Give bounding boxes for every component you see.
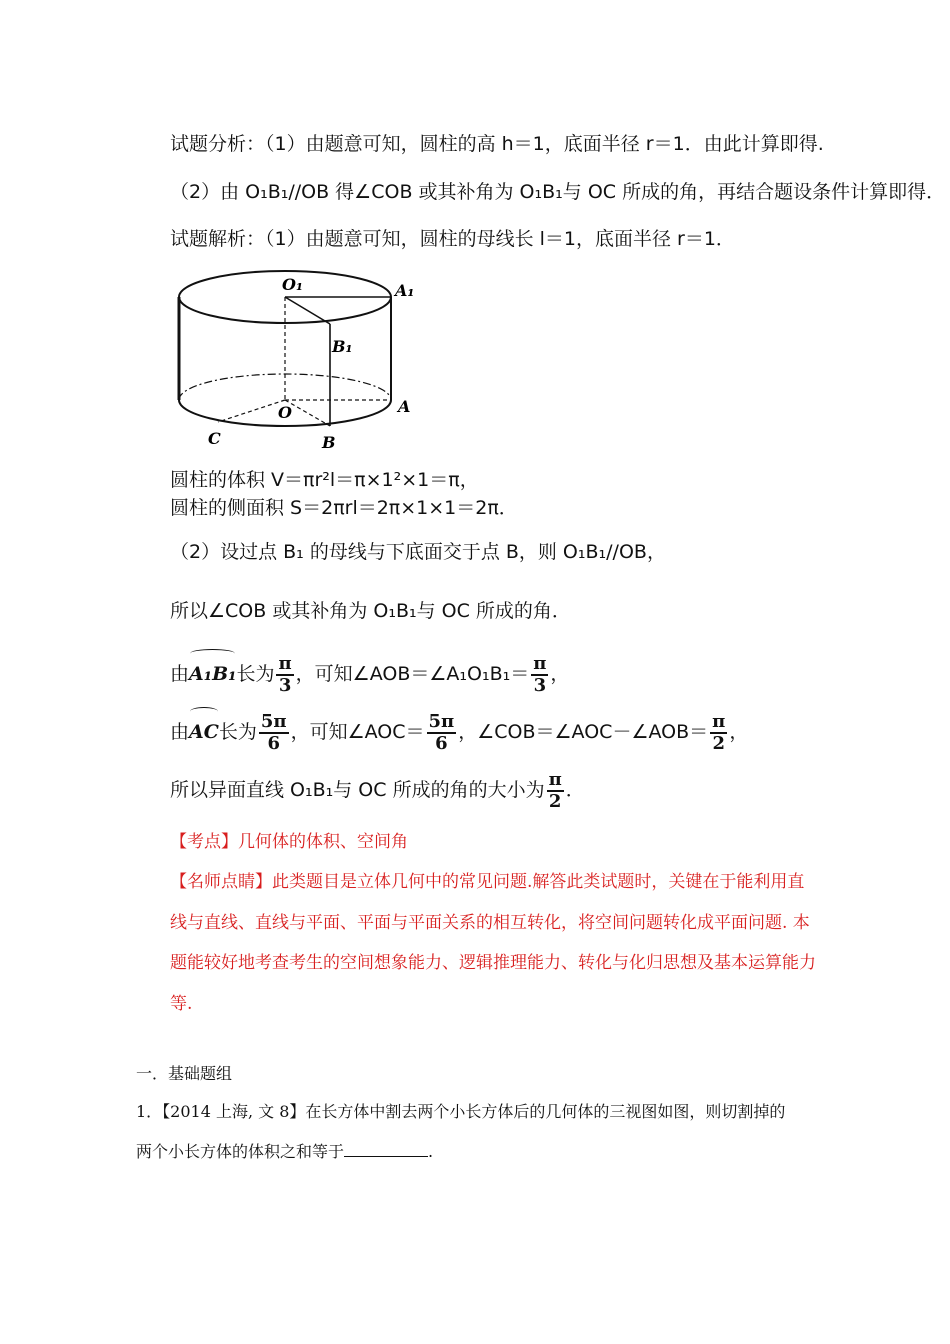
label-O: O (278, 403, 292, 422)
cylinder-figure (170, 262, 430, 462)
mingshi-line-3: 题能较好地考查考生的空间想象能力、逻辑推理能力、转化与化归思想及基本运算能力 (170, 953, 816, 973)
analysis-line-1: 试题分析：（1）由题意可知，圆柱的高 h＝1，底面半径 r＝1．由此计算即得. (170, 133, 824, 155)
answer-blank[interactable] (344, 1138, 428, 1157)
fraction-5pi-6-b: $\frac{5\pi}{6}$ (428, 710, 455, 754)
mingshi-line-1: 【名师点睛】此类题目是立体几何中的常见问题.解答此类试题时，关键在于能利用直 (170, 872, 805, 892)
angle-line: 所以∠COB 或其补角为 O₁B₁与 OC 所成的角． (170, 600, 571, 622)
fraction-pi-2-final: $\frac{\pi}{2}$ (548, 768, 562, 812)
arc-ac: AC (189, 710, 219, 754)
question-1-line-1: 1．【2014 上海, 文 8】在长方体中割去两个小长方体后的几何体的三视图如图，则切割掉的 (136, 1102, 786, 1121)
label-B1: B₁ (332, 337, 353, 356)
final-answer-line: 所以异面直线 O₁B₁与 OC 所成的角的大小为 $\frac{\pi}{2}$ ． (170, 768, 585, 812)
fraction-5pi-6: $\frac{5\pi}{6}$ (260, 710, 287, 754)
label-A: A (398, 397, 411, 416)
arc-ac-line: 由AC长为 $\frac{5\pi}{6}$ ，可知∠AOC＝ $\frac{5\pi}{6}$ ，∠COB＝∠AOC－∠AOB＝ $\frac{\pi}{2}$ ， (170, 710, 749, 754)
volume-line: 圆柱的体积 V＝πr²l＝π×1²×1＝π， (170, 469, 479, 491)
fraction-pi-2: $\frac{\pi}{2}$ (712, 710, 726, 754)
analysis-line-2: （2）由 O₁B₁//OB 得∠COB 或其补角为 O₁B₁与 OC 所成的角，再结合题设条件计算即得． (170, 181, 946, 203)
question-1-line-2: 两个小长方体的体积之和等于 . (136, 1138, 433, 1166)
mingshi-line-2: 线与直线、直线与平面、平面与平面关系的相互转化，将空间问题转化成平面问题. 本 (170, 913, 810, 933)
solution-line-1: 试题解析：（1）由题意可知，圆柱的母线长 l＝1，底面半径 r＝1． (170, 228, 735, 250)
label-C: C (208, 429, 221, 448)
lateral-area-line: 圆柱的侧面积 S＝2πrl＝2π×1×1＝2π． (170, 497, 518, 519)
arc-a1b1: A₁B₁ (189, 652, 236, 696)
mingshi-line-4: 等. (170, 994, 193, 1014)
arc-a1b1-line: 由A₁B₁长为 $\frac{\pi}{3}$ ，可知∠AOB＝∠A₁O₁B₁＝ $\frac{\pi}{3}$ ， (170, 652, 570, 696)
kaodian-note: 【考点】几何体的体积、空间角 (170, 832, 408, 852)
fraction-pi-3: $\frac{\pi}{3}$ (278, 652, 292, 696)
label-O1: O₁ (282, 275, 303, 294)
fraction-pi-3-b: $\frac{\pi}{3}$ (533, 652, 547, 696)
label-B: B (322, 433, 336, 452)
part2-line: （2）设过点 B₁ 的母线与下底面交于点 B，则 O₁B₁//OB， (170, 541, 666, 563)
section-title: 一．基础题组 (136, 1064, 233, 1083)
label-A1: A₁ (395, 281, 415, 300)
